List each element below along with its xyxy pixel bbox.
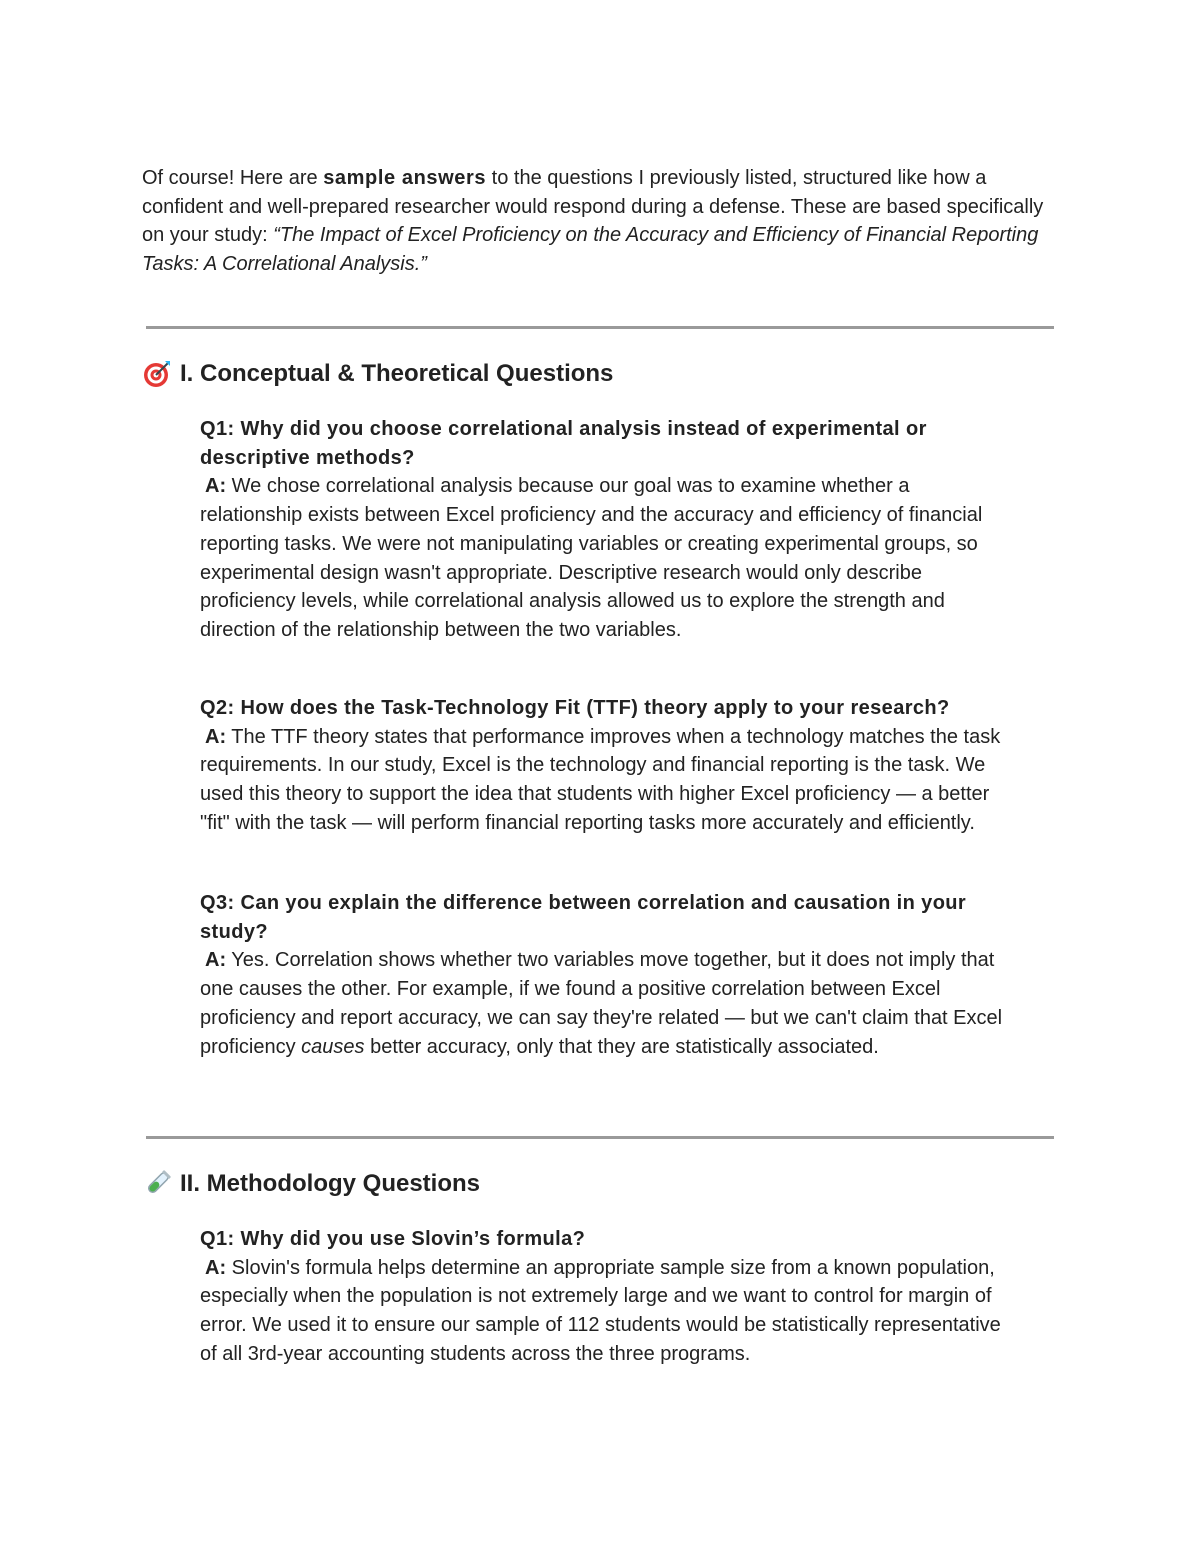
answer-italic: causes <box>301 1035 365 1058</box>
answer-label: A: <box>205 725 227 748</box>
answer-body: The TTF theory states that performance improves when a technology matches the task requirements. In our study, Excel is the technology and financial reporting is the task. We used this theory to support the idea that students with higher Excel proficiency — a better "fit" with the task — will perform financial reporting tasks more accurately and efficiently. <box>200 725 1001 834</box>
divider-2 <box>146 1136 1054 1139</box>
target-icon <box>142 359 172 389</box>
qa-item <box>200 694 1010 838</box>
intro-text-1: Of course! Here are <box>142 167 324 189</box>
answer-label: A: <box>205 475 227 498</box>
answer-body-2: better accuracy, only that they are statistically associated. <box>364 1035 879 1058</box>
qa-item <box>200 1225 1010 1369</box>
qa-item <box>200 415 1010 645</box>
section-heading-text: II. Methodology Questions <box>180 1170 480 1197</box>
answer-text <box>200 723 1010 838</box>
answer-body: Slovin's formula helps determine an appropriate sample size from a known population, especially when the population is not extremely large and we want to control for margin of error. We used it to ensure our sample of 112 students would be statistically representative of all 3rd-year accounting students across the three programs. <box>200 1256 1001 1365</box>
answer-label: A: <box>205 949 227 972</box>
answer-text <box>200 1254 1010 1369</box>
qa-item <box>200 889 1010 1061</box>
section-heading-methodology <box>142 1169 480 1199</box>
question-text: Q1: Why did you choose correlational analysis instead of experimental or descriptive methods? <box>200 418 927 469</box>
question-text: Q3: Can you explain the difference between correlation and causation in your study? <box>200 892 967 943</box>
intro-paragraph <box>142 164 1062 279</box>
answer-label: A: <box>205 1256 227 1279</box>
divider-1 <box>146 326 1054 329</box>
answer-body: We chose correlational analysis because our goal was to examine whether a relationship exists between Excel proficiency and the accuracy and efficiency of financial reporting tasks. We were not manipulating variables or creating experimental groups, so experimental design wasn't appropriate. Descriptive research would only describe proficiency levels, while correlational analysis allowed us to explore the strength and direction of the relationship between the two variables. <box>200 475 983 641</box>
answer-text <box>200 472 1010 644</box>
section-heading-conceptual <box>142 359 613 389</box>
question-text: Q2: How does the Task-Technology Fit (TTF) theory apply to your research? <box>200 697 950 719</box>
test-tube-icon <box>142 1169 172 1199</box>
question-text: Q1: Why did you use Slovin’s formula? <box>200 1228 586 1250</box>
intro-bold-text: sample answers <box>323 167 487 189</box>
intro-text-2: to the questions I previously listed, structured like how a confident and well-prepared researcher would respond during a defense. These are based specifically on your study: <box>142 167 1044 247</box>
answer-text <box>200 946 1010 1061</box>
section-heading-text: I. Conceptual & Theoretical Questions <box>180 360 614 387</box>
answer-body-1: Yes. Correlation shows whether two variables move together, but it does not imply that one causes the other. For example, if we found a positive correlation between Excel proficiency and report accuracy, we can say they're related — but we can't claim that Excel proficiency <box>200 949 1003 1058</box>
study-title: “The Impact of Excel Proficiency on the Accuracy and Efficiency of Financial Reporting Tasks: A Correlational Analysis.” <box>142 224 1039 276</box>
